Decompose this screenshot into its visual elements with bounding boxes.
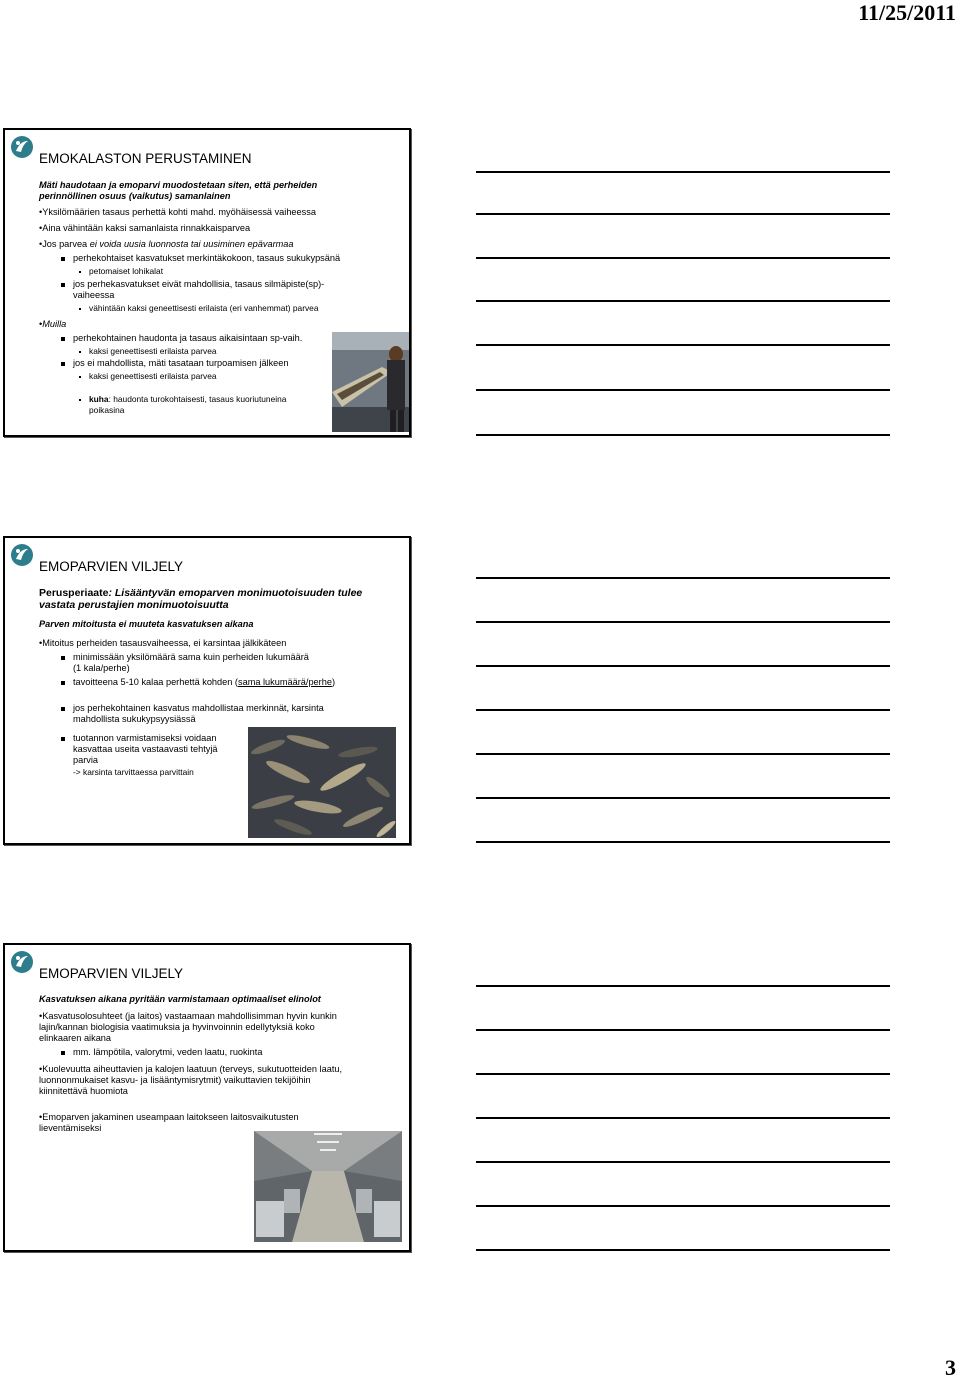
bullet-text: (1 kala/perhe) (73, 663, 130, 673)
note-line (476, 389, 890, 391)
sub-bullet-text: kaksi geneettisesti erilaista parvea (79, 371, 217, 381)
facility-photo (254, 1131, 402, 1242)
hatchery-photo (332, 332, 410, 432)
note-line (476, 1029, 890, 1031)
note-line (476, 665, 890, 667)
subtitle-line: Mäti haudotaan ja emoparvi muodostetaan siten, että perheiden (39, 180, 318, 190)
bullet-text: tavoitteena 5-10 kalaa perhettä kohden (sama lukumäärä/perhe) (61, 677, 335, 688)
bullet-text: jos ei mahdollista, mäti tasataan turpoamisen jälkeen (61, 358, 289, 369)
bullet-text: •Yksilömäärien tasaus perhettä kohti mahd. myöhäisessä vaiheessa (39, 207, 316, 217)
principle-line: Perusperiaate: Lisääntyvän emoparven monimuotoisuuden tulee (39, 587, 363, 599)
slide-2 (3, 536, 411, 845)
bullet-text: parvia (73, 755, 99, 765)
page-number: 3 (945, 1355, 956, 1380)
note-line (476, 257, 890, 259)
logo-icon (10, 543, 34, 567)
logo-icon (10, 950, 34, 974)
note-line (476, 621, 890, 623)
sub-bullet-text: vähintään kaksi geneettisesti erilaista (eri vanhemmat) parvea (79, 303, 319, 313)
bullet-text: perhekohtaiset kasvatukset merkintäkokoon, tasaus sukukypsänä (61, 253, 340, 264)
sub-bullet-text: poikasina (89, 405, 125, 415)
slide-title: EMOPARVIEN VILJELY (39, 966, 184, 981)
bullet-text: •Kasvatusolosuhteet (ja laitos) vastaamaan mahdollisimman hyvin kunkin (39, 1011, 337, 1021)
principle-line: vastata perustajien monimuotoisuutta (39, 599, 229, 611)
bullet-text: lieventämiseksi (39, 1123, 102, 1133)
bullet-text: mm. lämpötila, valorytmi, veden laatu, ruokinta (61, 1047, 262, 1058)
bullet-text: tuotannon varmistamiseksi voidaan (61, 733, 217, 744)
note-line (476, 1205, 890, 1207)
slide-3 (3, 943, 411, 1252)
bullet-text: minimissään yksilömäärä sama kuin perheiden lukumäärä (61, 652, 309, 663)
bullet-text: •Aina vähintään kaksi samanlaista rinnakkaisparvea (39, 223, 251, 233)
subtitle-line: Parven mitoitusta ei muuteta kasvatuksen aikana (39, 619, 254, 629)
header-date: 11/25/2011 (858, 0, 956, 25)
note-line (476, 1117, 890, 1119)
note-line (476, 985, 890, 987)
sub-bullet-text: kaksi geneettisesti erilaista parvea (79, 346, 217, 356)
bullet-text: mahdollista sukukypsyysiässä (73, 714, 196, 724)
bullet-text: luonnonmukaiset kasvu- ja lisääntymisrytmit) vaikuttavien tekijöihin (39, 1075, 311, 1085)
bullet-text: lajin/kannan biologisia vaatimuksia ja hyvinvoinnin edellytyksiä koko (39, 1022, 315, 1032)
bullet-text: •Mitoitus perheiden tasausvaiheessa, ei karsintaa jälkikäteen (39, 638, 287, 648)
bullet-text: •Kuolevuutta aiheuttavien ja kalojen laatuun (terveys, sukutuotteiden laatu, (39, 1064, 343, 1074)
bullet-text: kasvattaa useita vastaavasti tehtyjä (73, 744, 218, 754)
slide-title: EMOPARVIEN VILJELY (39, 559, 184, 574)
bullet-text: vaiheessa (73, 290, 115, 300)
note-line (476, 434, 890, 436)
note-line (476, 577, 890, 579)
bullet-text: •Jos parvea ei voida uusia luonnosta tai uusiminen epävarmaa (39, 239, 294, 249)
bullet-text: elinkaaren aikana (39, 1033, 112, 1043)
logo-icon (10, 135, 34, 159)
note-line (476, 1249, 890, 1251)
bullet-text: •Emoparven jakaminen useampaan laitokseen laitosvaikutusten (39, 1112, 299, 1122)
note-line (476, 344, 890, 346)
slide-title: EMOKALASTON PERUSTAMINEN (39, 151, 252, 166)
note-line (476, 797, 890, 799)
note-line (476, 213, 890, 215)
note-line (476, 753, 890, 755)
note-line (476, 171, 890, 173)
bullet-text: perhekohtainen haudonta ja tasaus aikaisintaan sp-vaih. (61, 333, 302, 344)
bullet-text: jos perhekasvatukset eivät mahdollisia, tasaus silmäpiste(sp)- (61, 279, 324, 290)
fish-photo (248, 727, 396, 838)
note-line (476, 1073, 890, 1075)
bullet-text: jos perhekohtainen kasvatus mahdollistaa merkinnät, karsinta (61, 703, 324, 714)
bullet-text: -> karsinta tarvittaessa parvittain (73, 767, 194, 777)
note-line (476, 709, 890, 711)
sub-bullet-text: petomaiset lohikalat (79, 266, 163, 276)
note-line (476, 841, 890, 843)
subtitle-line: Kasvatuksen aikana pyritään varmistamaan optimaaliset elinolot (39, 994, 321, 1004)
subtitle-line: perinnöllinen osuus (vaikutus) samanlainen (39, 191, 231, 201)
note-line (476, 300, 890, 302)
note-line (476, 1161, 890, 1163)
bullet-text: •Muilla (39, 319, 67, 329)
sub-bullet-text: kuha: haudonta turokohtaisesti, tasaus kuoriutuneina (79, 394, 286, 404)
slide-1 (3, 128, 411, 437)
bullet-text: kiinnitettävä huomiota (39, 1086, 128, 1096)
